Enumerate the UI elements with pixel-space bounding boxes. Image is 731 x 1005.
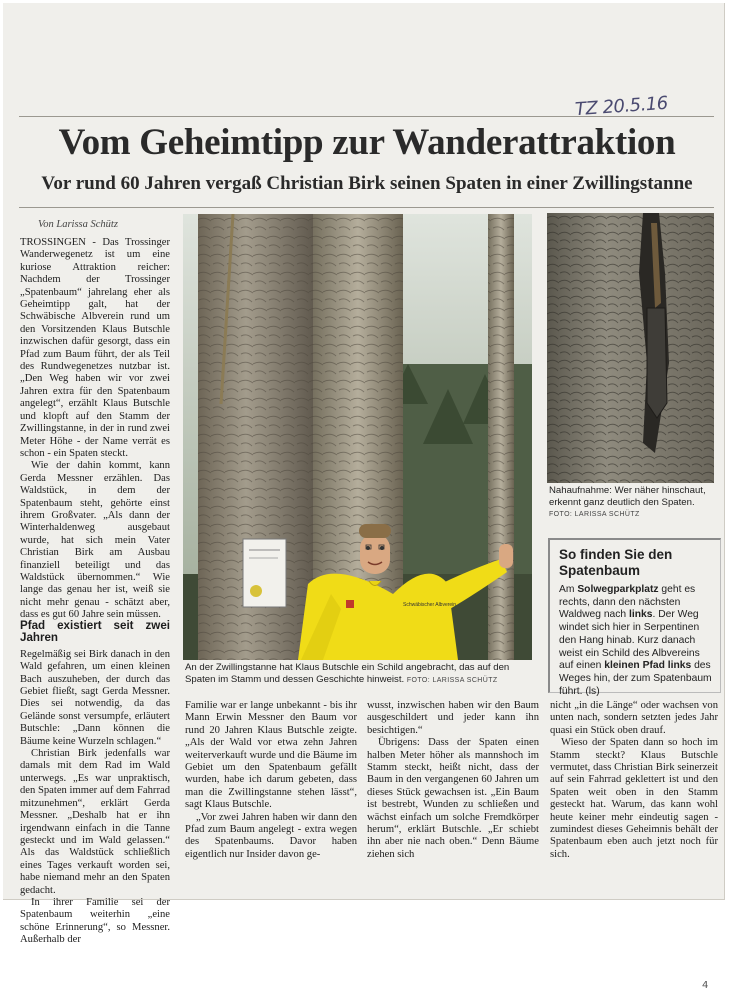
photo-twin-fir-and-man [183, 214, 532, 660]
shirt-lettering: Schwäbischer Albverein [403, 602, 457, 608]
subheadline: Vor rund 60 Jahren vergaß Christian Birk seinen Spaten in einer Zwillingstanne [41, 173, 693, 194]
highlight-path: kleinen Pfad links [604, 660, 692, 672]
highlight-parking: Solwegparkplatz [577, 584, 659, 595]
article-column-1 [20, 237, 170, 622]
article-paragraph: Regelmäßig sei Birk danach in den Wald gefahren, um einen kleinen Bach auszuheben, der durch das Gebiet fließt, sagt Gerda Messner. Dies sei notwendig, da das Gelände sonst versumpfe, erläutert Butschle: „Dann können die Bäume keine Wurzeln schlagen.“ [20, 648, 170, 747]
photo-credit: FOTO: LARISSA SCHÜTZ [549, 511, 640, 519]
headline: Vom Geheimtipp zur Wanderattraktion [58, 122, 676, 163]
header-divider [19, 207, 714, 208]
article-column-4 [550, 700, 718, 861]
caption-text: An der Zwillingstanne hat Klaus Butschle ein Schild angebracht, das auf den Spaten im Stamm und dessen Geschichte hinweist. [185, 662, 510, 685]
main-photo [183, 214, 532, 660]
article-paragraph: nicht „in die Länge“ oder wachsen von unten nach, sondern setzten jedes Jahr quasi ein Stück oben drauf. [550, 700, 718, 736]
photo-spade-closeup [547, 213, 714, 483]
handwritten-date-note: TZ 20.5.16 [574, 92, 669, 121]
byline: Von Larissa Schütz [38, 219, 118, 230]
page-mark: 4 [702, 980, 709, 991]
side-photo-caption [549, 485, 717, 521]
info-box-text: Am Solwegparkplatz geht es rechts, dann den nächsten Waldweg nach links. Der Weg windet sich hier in Serpentinen den Hang hinab. Kurz danach weist ein Schild des Albvereins auf einen kleinen Pfad links des Weges hin, der zum Spatenbaum führt. (ls) [559, 584, 712, 697]
main-photo-caption [185, 662, 535, 686]
article-paragraph: Familie war er lange unbekannt - bis ihr Mann Erwin Messner den Baum vor rund 20 Jahren Klaus Butschle zeigte. „Als der Wald vor etwa zehn Jahren weiterverkauft wurde und die Bäume im Gebiet um den Spatenbaum gefällt wurden, habe ich darum gebeten, dass man die Zwillingstanne stehen lässt“, sagt Klaus Butschle. [185, 700, 357, 811]
info-box [548, 538, 721, 697]
article-paragraph: wusst, inzwischen haben wir den Baum ausgeschildert und jeder kann ihn besichtigen.“ [367, 700, 539, 736]
article-column-3 [367, 700, 539, 861]
info-box-title: So finden Sie den Spatenbaum [559, 547, 673, 578]
article-paragraph: „Vor zwei Jahren haben wir dann den Pfad zum Baum angelegt - extra wegen des Spatenbaums. Davor haben eigentlich nur Insider davon ge- [185, 811, 357, 860]
article-column-1-lower [20, 610, 170, 947]
article-paragraph: In ihrer Familie sei der Spatenbaum weiterhin „eine schöne Erinnerung“, so Messner. Außerhalb der [20, 896, 170, 946]
article-paragraph: Christian Birk jedenfalls war damals mit dem Rad im Wald unterwegs. „Es war unpraktisch, den Spaten immer auf dem Fahrrad mitzunehmen“, erklärt Gerda Messner. „Deshalb hat er ihn irgendwann einfach in die Tanne gesteckt und im Wald gelassen.“ Als das Waldstück schließlich eines Tages verkauft worden sei, habe niemand mehr an den Spaten gedacht. [20, 748, 170, 896]
article-paragraph: Übrigens: Dass der Spaten einen halben Meter höher als mannshoch im Stamm steckt, heißt nicht, dass der Baum in den vergangenen 60 Jahren um dieses Stück gewachsen ist. „Ein Baum ist bestrebt, Wunden zu schließen und wächst einfach um solche Fremdkörper herum“, erklärt Butschle. „Er schiebt ihn aber nie nach oben.“ Denn Bäume ziehen sich [367, 737, 539, 860]
section-heading: Pfad existiert seit zwei Jahren [20, 619, 170, 645]
photo-credit: FOTO: LARISSA SCHÜTZ [406, 676, 498, 684]
side-photo [547, 213, 714, 483]
article-paragraph: Wie der dahin kommt, kann Gerda Messner erzählen. Das Waldstück, in dem der Spatenbaum steht, gehörte einst ihrem Großvater. „Als dann der Winterhaldenweg ausgebaut wurde, hat sich mein Vater Christian Birk am Ausbau finanziell beteiligt und das Waldstück übernommen.“ Wie lange das genau her ist, weiß sie nicht mehr genau - schätzt aber, dass es gut 60 Jahre sein müssen. [20, 460, 170, 621]
article-column-2 [185, 700, 357, 861]
dateline: TROSSINGEN [20, 237, 86, 248]
caption-text: Nahaufnahme: Wer näher hinschaut, erkennt ganz deutlich den Spaten. [549, 485, 706, 508]
top-rule [19, 116, 714, 117]
article-paragraph: Wieso der Spaten dann so hoch im Stamm steckt? Klaus Butschle vermutet, dass Christian Birk seinerzeit auf sein Fahrrad geklettert ist und den Spaten weit oben in den Stamm gesteckt hat. Warum, das kann wohl heute keiner mehr eindeutig sagen - zumindest dieses Geheimnis behält der Spatenbaum eben auch jetzt noch für sich. [550, 737, 718, 860]
article-paragraph: TROSSINGEN - Das Trossinger Wanderwegenetz ist um eine kuriose Attraktion reicher: Nachdem der Trossinger „Spatenbaum“ jahrelang eher als Geheimtipp galt, hat der Schwäbische Albverein rund um den Vorsitzenden Klaus Butschle inzwischen dafür gesorgt, dass ein Pfad zum Baum führt, der als Teil des Rundwegenetzes nutzbar ist. „Den Weg haben wir vor zwei Jahren extra für den Spatenbaum angelegt“, erzählt Klaus Butschle und klopft auf den Stamm der Zwillingstanne, in der in rund zwei Meter Höhe - der Name verrät es schon - ein Spaten steckt. [20, 237, 170, 459]
highlight-left: links [629, 609, 653, 621]
